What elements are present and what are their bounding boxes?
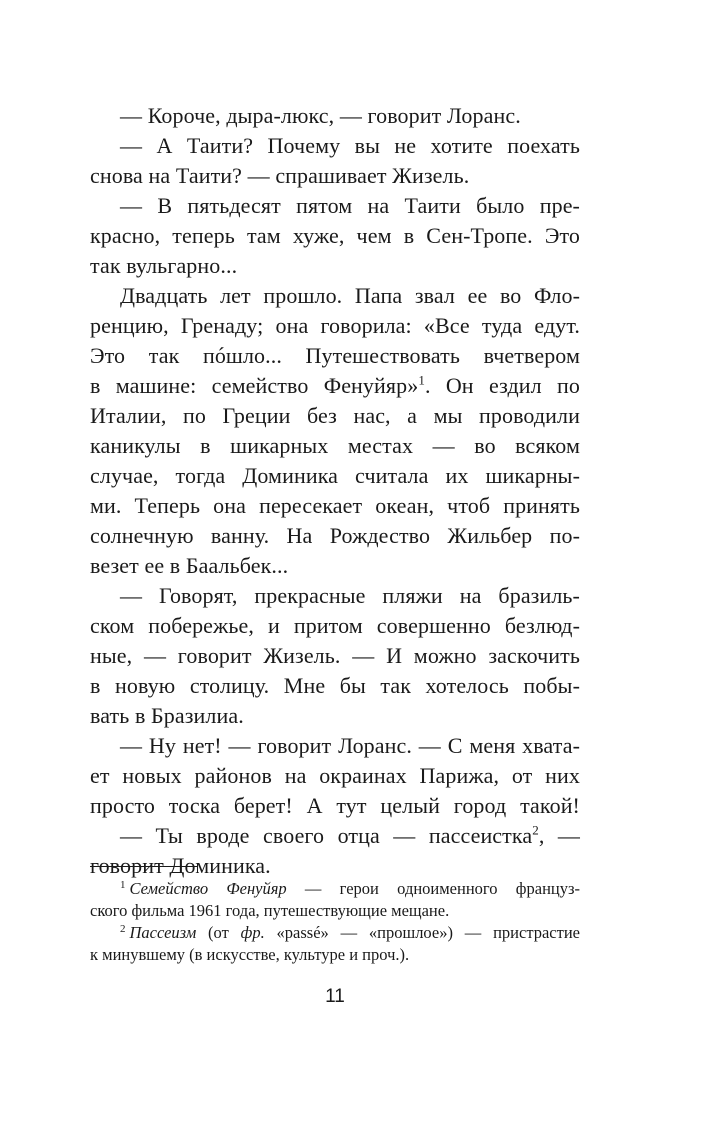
text-fragment: в машине: семейство Фенуйяр» <box>90 373 419 398</box>
footnote-number: 1 <box>120 878 126 891</box>
text-line: ском побережье, и притом совершенно безлюд- <box>90 613 580 638</box>
text-line: говорит Доминика. <box>90 853 271 878</box>
footnote-number: 2 <box>120 922 126 935</box>
text-line: случае, тогда Доминика считала их шикарны- <box>90 463 580 488</box>
text-line: красно, теперь там хуже, чем в Сен-Тропе. Это <box>90 223 580 248</box>
text-line: солнечную ванну. На Рождество Жильбер по- <box>90 523 580 548</box>
text-line <box>90 371 580 401</box>
text-line: Италии, по Греции без нас, а мы проводили <box>90 403 580 428</box>
text-line: ет новых районов на окраинах Парижа, от них <box>90 763 580 788</box>
footnote-text: — герои одноименного француз- <box>286 879 580 898</box>
text-line: в новую столицу. Мне бы так хотелось побы- <box>90 673 580 698</box>
text-line: Двадцать лет прошло. Папа звал ее во Фло- <box>120 283 580 308</box>
footnote-term: Пассеизм <box>129 923 197 942</box>
text-fragment: , — <box>538 823 580 848</box>
footnote-term: Семейство Фенуйяр <box>129 879 287 898</box>
text-line: везет ее в Баальбек... <box>90 553 289 578</box>
footnote-abbrev: фр. <box>240 923 265 942</box>
text-line: — В пятьдесят пятом на Таити было пре- <box>120 193 580 218</box>
text-line: — Короче, дыра-люкс, — говорит Лоранс. <box>120 103 521 128</box>
footnote-divider <box>90 866 198 867</box>
text-line: просто тоска берет! А тут целый город такой! <box>90 793 580 818</box>
text-line: Это так пóшло... Путешествовать вчетвером <box>90 343 580 368</box>
text-line: — А Таити? Почему вы не хотите поехать <box>120 133 580 158</box>
footnote-mark: 1 <box>418 372 425 388</box>
text-line: снова на Таити? — спрашивает Жизель. <box>90 163 470 188</box>
text-line: — Ну нет! — говорит Лоранс. — С меня хвата- <box>120 733 580 758</box>
footnote-mark: 2 <box>532 822 539 838</box>
page-number: 11 <box>325 986 345 1007</box>
text-line: вать в Бразилиа. <box>90 703 244 728</box>
text-fragment: — Ты вроде своего отца — пассеистка <box>120 823 533 848</box>
text-line: ные, — говорит Жизель. — И можно заскочить <box>90 643 580 668</box>
text-line <box>90 821 580 851</box>
text-fragment: . Он ездил по <box>424 373 580 398</box>
footnote-1-line <box>90 878 580 900</box>
text-line: ренцию, Гренаду; она говорила: «Все туда едут. <box>90 313 580 338</box>
footnote-2-line: к минувшему (в искусстве, культуре и проч.). <box>90 945 410 964</box>
footnote-text: «passé» — «прошлое») — пристрастие <box>264 923 580 942</box>
text-line: так вульгарно... <box>90 253 238 278</box>
text-line: каникулы в шикарных местах — во всяком <box>90 433 580 458</box>
text-line: — Говорят, прекрасные пляжи на бразиль- <box>120 583 580 608</box>
text-line: ми. Теперь она пересекает океан, чтоб принять <box>90 493 580 518</box>
footnote-text: (от <box>196 923 241 942</box>
footnote-2-line <box>90 922 580 944</box>
footnote-1-line: ского фильма 1961 года, путешествующие мещане. <box>90 901 450 920</box>
